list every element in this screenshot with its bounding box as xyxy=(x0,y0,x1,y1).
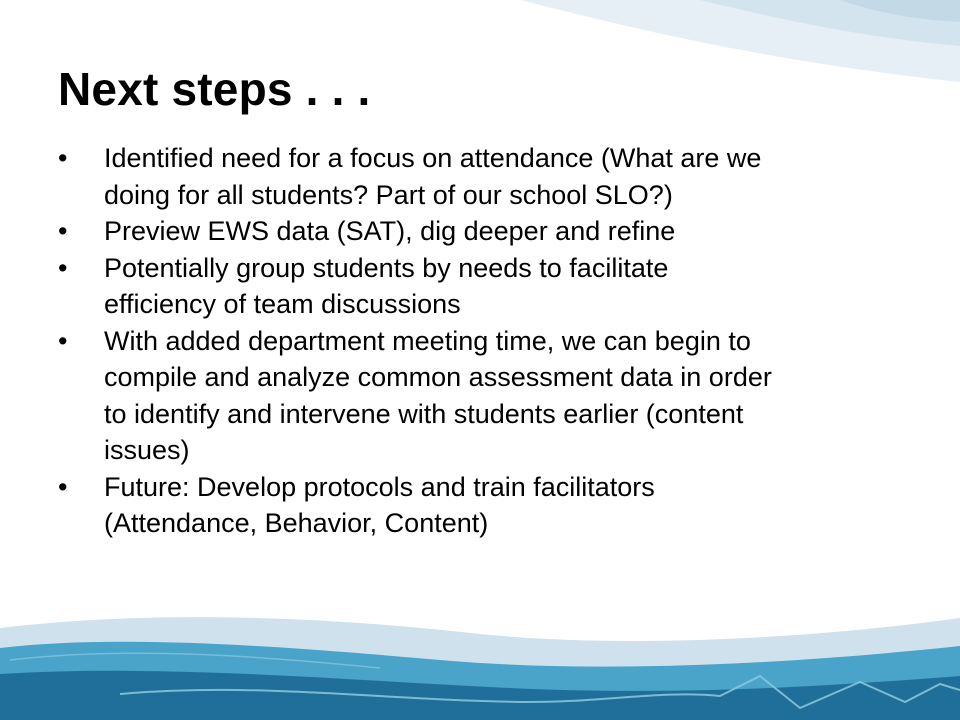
bullet-line: Identified need for a focus on attendance (What are we xyxy=(104,143,762,173)
bullet-text xyxy=(104,323,918,469)
bottom-wave-decoration xyxy=(0,590,960,720)
bullet-line: (Attendance, Behavior, Content) xyxy=(104,508,489,538)
bullet-line: Preview EWS data (SAT), dig deeper and refine xyxy=(104,216,676,246)
bullet-line: doing for all students? Part of our school SLO?) xyxy=(104,179,673,210)
bullet-text xyxy=(104,213,918,250)
bullet-dot: • xyxy=(58,471,68,502)
bullet-line: Future: Develop protocols and train facilitators xyxy=(104,471,655,502)
bullet-item-future-protocols xyxy=(58,469,918,542)
bullet-text xyxy=(104,250,918,323)
bullet-item-ews-data xyxy=(58,213,918,250)
bullet-line: compile and analyze common assessment data in order xyxy=(104,362,772,392)
bullet-list xyxy=(58,140,918,542)
bullet-dot: • xyxy=(58,216,68,246)
bullet-line: With added department meeting time, we can begin to xyxy=(104,325,751,356)
bullet-text xyxy=(104,140,918,213)
bullet-item-group-students xyxy=(58,250,918,323)
bullet-dot: • xyxy=(58,325,68,356)
bullet-item-attendance xyxy=(58,140,918,213)
bullet-dot: • xyxy=(58,252,68,283)
bullet-line: issues) xyxy=(104,435,190,465)
bullet-text xyxy=(104,469,918,542)
bullet-line: efficiency of team discussions xyxy=(104,289,461,319)
bullet-line: Potentially group students by needs to facilitate xyxy=(104,252,669,283)
bullet-line: to identify and intervene with students earlier (content xyxy=(104,398,744,429)
bullet-item-department-meeting xyxy=(58,323,918,469)
bullet-dot: • xyxy=(58,143,68,173)
slide-title: Next steps . . . xyxy=(58,63,371,115)
